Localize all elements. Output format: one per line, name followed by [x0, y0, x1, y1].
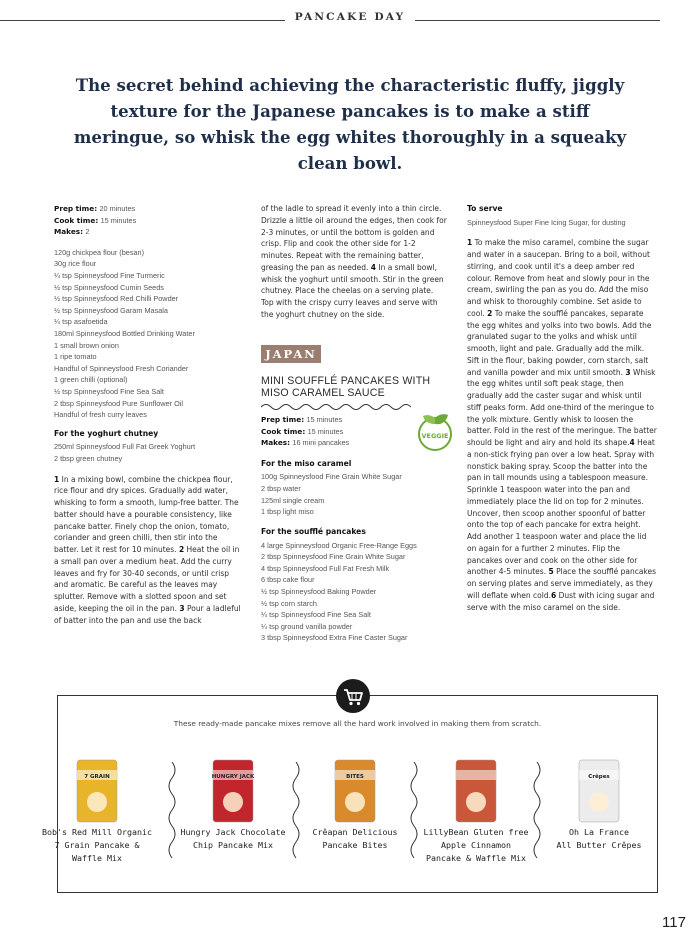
ingredient-item: ½ tsp corn starch — [261, 598, 317, 608]
step-text: In a small bowl, whisk the yoghurt until smooth. Stir in the green chutney. Place the cheelas on a serving plate. Top with the crispy curry leaves and serve with the yoghurt chutney on the side. — [261, 262, 444, 319]
recipe1-method-part2 — [261, 203, 447, 321]
ingredient-item: 1 tbsp light miso — [261, 507, 314, 517]
squiggle-divider — [408, 762, 420, 862]
ingredient-item: 30g rice flour — [54, 259, 97, 269]
section-title: PANCAKE DAY — [0, 11, 700, 23]
product-name-line: Pancake & Waffle Mix — [426, 853, 526, 863]
miso-heading: For the miso caramel — [261, 458, 352, 468]
ingredient-item: ½ tsp Spinneysfood Red Chilli Powder — [54, 294, 179, 304]
ingredient-item: ½ tsp Spinneysfood Cumin Seeds — [54, 282, 164, 292]
product-pack-icon — [559, 756, 639, 826]
squiggle-divider — [290, 762, 302, 862]
step-text: In a mixing bowl, combine the chickpea flour, rice flour and dry spices. Gradually add water, whisking to form a smooth, lump-free batter. The batter should have a pourable consistency, like pancake batter. Finely chop the onion, tomato, coriander and green chilli, then stir into the batter. Let it rest for 10 minutes. — [54, 474, 239, 555]
step-text: To make the miso caramel, combine the sugar and water in a saucepan. Bring to a boil, without stirring, and cook until it's a deep amber red colour. Remove from heat and slowly pour in the cream, swirling the pan as you do. Add the miso and whisk to thoroughly combine. Set aside to cool. — [467, 238, 650, 318]
step-number: 3 — [625, 367, 631, 377]
veggie-icon — [415, 412, 455, 452]
product-name-line: Pancake Bites — [322, 840, 388, 850]
step-text: of the ladle to spread it evenly into a thin circle. Drizzle a little oil around the edges, then cook for 2-3 minutes, or until the bottom is golden and crisp. Flip and cook the other side for 1-2 minutes. Repeat with the remaining batter, greasing the pan as needed. — [261, 204, 447, 272]
step-text: Place the soufflé pancakes on serving plates and serve immediately, as they will deflate when cold. — [467, 567, 657, 600]
ingredient-item: ½ tsp Spinneysfood Baking Powder — [261, 586, 377, 596]
column-1 — [54, 203, 244, 626]
product-name-line: Waffle Mix — [72, 853, 122, 863]
product-name-line: All Butter Crêpes — [556, 840, 642, 850]
serve-heading: To serve — [467, 204, 503, 213]
step-text: Heat a non-stick frying pan over a low heat. Spray with nonstick baking spray. Scoop the batter into the pan in tall mounds using a tablespoon measure. Sprinkle 1 teaspoon water into the pan and immediately place the lid on top for 2 minutes. Uncover, then scoop another spoonful of batter onto the top of each pancake for extra height. Add another 1 teaspoon water and place the lid on again for a further 2 minutes. Flip the pancakes over and cook on the other side for another 4-5 minutes. — [467, 438, 655, 577]
chutney-heading: For the yoghurt chutney — [54, 428, 159, 438]
souffle-ingredient-list — [261, 540, 417, 644]
ingredient-item: 2 tbsp water — [261, 484, 301, 494]
ingredient-item: 4 large Spinneysfood Organic Free-Range Eggs — [261, 540, 417, 550]
ingredient-item: 120g chickpea flour (besan) — [54, 247, 145, 257]
recipe1-meta: Prep time: 20 minutes Cook time: 15 minutes Makes: 2 — [54, 204, 137, 237]
product-pack-icon — [315, 756, 395, 826]
pull-quote: The secret behind achieving the characteristic fluffy, jiggly texture for the Japanese pancakes is to make a stiff meringue, so whisk the egg whites thoroughly in a squeaky clean bowl. — [73, 75, 627, 173]
ingredient-item: 2 tbsp Spinneysfood Fine Grain White Sugar — [261, 552, 406, 562]
product-pack-text: 7 GRAIN — [84, 774, 110, 780]
product-pack-text: HUNGRY JACK — [211, 774, 255, 780]
serve-ingredient-list — [467, 217, 657, 229]
product-image — [315, 756, 395, 826]
step-number: 5 — [548, 567, 554, 577]
step-number: 4 — [370, 262, 376, 272]
ingredient-item: ¼ tsp Spinneysfood Fine Sea Salt — [261, 610, 371, 620]
product-name-line: Apple Cinnamon — [441, 840, 511, 850]
ingredient-item: Spinneysfood Super Fine Icing Sugar, for dusting — [467, 217, 626, 227]
step-number: 6 — [550, 590, 557, 600]
ingredient-item: 1 small brown onion — [54, 340, 119, 350]
step-number: 3 — [179, 603, 185, 613]
ingredient-item: ¼ tsp asafoetida — [54, 317, 108, 327]
recipe-title: MINI SOUFFLÉ PANCAKES WITH MISO CARAMEL SAUCE — [261, 375, 431, 399]
product-pack-icon — [193, 756, 273, 826]
ingredient-item: 125ml single cream — [261, 495, 325, 505]
product-pack-text: BITES — [346, 774, 364, 780]
ingredient-item: 4 tbsp Spinneysfood Full Fat Fresh Milk — [261, 563, 390, 573]
product-name — [421, 826, 531, 865]
product-pack-icon — [57, 756, 137, 826]
ingredient-item: 6 tbsp cake flour — [261, 575, 315, 585]
ingredient-item: 250ml Spinneysfood Full Fat Greek Yoghurt — [54, 442, 196, 452]
veggie-badge-text: VEGGIE — [421, 432, 449, 440]
column-3 — [467, 203, 657, 613]
product-name-line: 7 Grain Pancake & — [54, 840, 140, 850]
step-number: 2 — [178, 545, 185, 555]
ingredient-item: Handful of fresh curry leaves — [54, 410, 147, 420]
product-name-line: LillyBean Gluten free — [423, 827, 529, 837]
ingredient-item: ½ tsp Spinneysfood Garam Masala — [54, 305, 168, 315]
step-text: Pour a ladleful of batter into the pan and use the back — [54, 603, 241, 625]
product-name — [305, 826, 405, 852]
product-name — [37, 826, 157, 865]
recipe1-ingredient-list — [54, 247, 244, 421]
recipe2-meta: Prep time: 15 minutes Cook time: 15 minutes Makes: 16 mini pancakes — [261, 415, 350, 448]
product-name — [173, 826, 293, 852]
product-name — [544, 826, 654, 852]
product-box-intro: These ready-made pancake mixes remove all the hard work involved in making them from scratch. — [173, 719, 542, 728]
ingredient-item: 100g Spinneysfood Fine Grain White Sugar — [261, 472, 402, 482]
shopping-cart-icon — [336, 679, 370, 713]
ingredient-item: 1 ripe tomato — [54, 352, 97, 362]
product-pack-text: Crêpes — [588, 774, 610, 780]
step-text: Heat the oil in a small pan over a medium heat. Add the curry leaves and fry for 30-40 seconds, or until crisp and aromatic. Be careful as the leaves may splutter. Remove with a slotted spoon and set aside, keeping the oil in the pan. — [54, 545, 240, 613]
product-name-line: Bob's Red Mill Organic — [42, 827, 152, 837]
product-image — [436, 756, 516, 826]
page-number: 117 — [662, 914, 686, 931]
column-2 — [261, 203, 447, 321]
product-name-line: Chip Pancake Mix — [193, 840, 273, 850]
ingredient-item: 3 tbsp Spinneysfood Extra Fine Caster Sugar — [261, 633, 408, 643]
step-number: 4 — [629, 438, 635, 448]
souffle-heading: For the soufflé pancakes — [261, 526, 366, 536]
ingredient-item: Handful of Spinneysfood Fresh Coriander — [54, 363, 189, 373]
ingredient-item: 2 tbsp Spinneysfood Pure Sunflower Oil — [54, 398, 183, 408]
ingredient-item: 2 tbsp green chutney — [54, 453, 123, 463]
product-image — [193, 756, 273, 826]
ingredient-item: ¼ tsp Spinneysfood Fine Turmeric — [54, 270, 165, 280]
step-text: To make the soufflé pancakes, separate the egg whites and yolks into two bowls. Add the granulated sugar to the yolks and whisk until smooth, light and pale. Gradually add the milk. Sift in the flour, baking powder, corn starch, salt and vanilla powder and mix until smooth. — [467, 308, 652, 377]
recipe1-method-part1 — [54, 474, 244, 627]
shopping-cart-badge — [336, 679, 370, 713]
product-image — [57, 756, 137, 826]
step-number: 1 — [54, 474, 60, 484]
miso-ingredient-list — [261, 471, 411, 517]
product-pack-icon — [436, 756, 516, 826]
step-text: Dust with icing sugar and serve with the miso caramel on the side. — [467, 590, 655, 612]
product-name-line: Oh La France — [569, 827, 629, 837]
ingredient-item: ¼ tsp ground vanilla powder — [261, 621, 353, 631]
product-image — [559, 756, 639, 826]
recipe2-details — [261, 414, 417, 644]
ingredient-item: ½ tsp Spinneysfood Fine Sea Salt — [54, 386, 164, 396]
squiggle-divider — [531, 762, 543, 862]
squiggle-divider — [166, 762, 178, 862]
cuisine-tag: JAPAN — [261, 345, 321, 363]
wavy-divider — [261, 402, 411, 412]
ingredient-item: 1 green chilli (optional) — [54, 375, 128, 385]
step-number: 1 — [467, 238, 473, 248]
step-text: Whisk the egg whites until soft peak stage, then gradually add the caster sugar and whisk until stiff peaks form. Add one-third of the meringue to the yolk mixture. Gently whisk to loosen the batter. Fold in the rest of the meringue. The batter should be light and airy and hold its shape. — [467, 367, 657, 448]
product-name-line: Hungry Jack Chocolate — [180, 827, 286, 837]
ingredient-item: 180ml Spinneysfood Bottled Drinking Water — [54, 328, 195, 338]
chutney-ingredient-list — [54, 441, 244, 464]
recipe2-method — [467, 237, 657, 613]
product-name-line: Crêapan Delicious — [312, 827, 398, 837]
step-number: 2 — [487, 308, 493, 318]
